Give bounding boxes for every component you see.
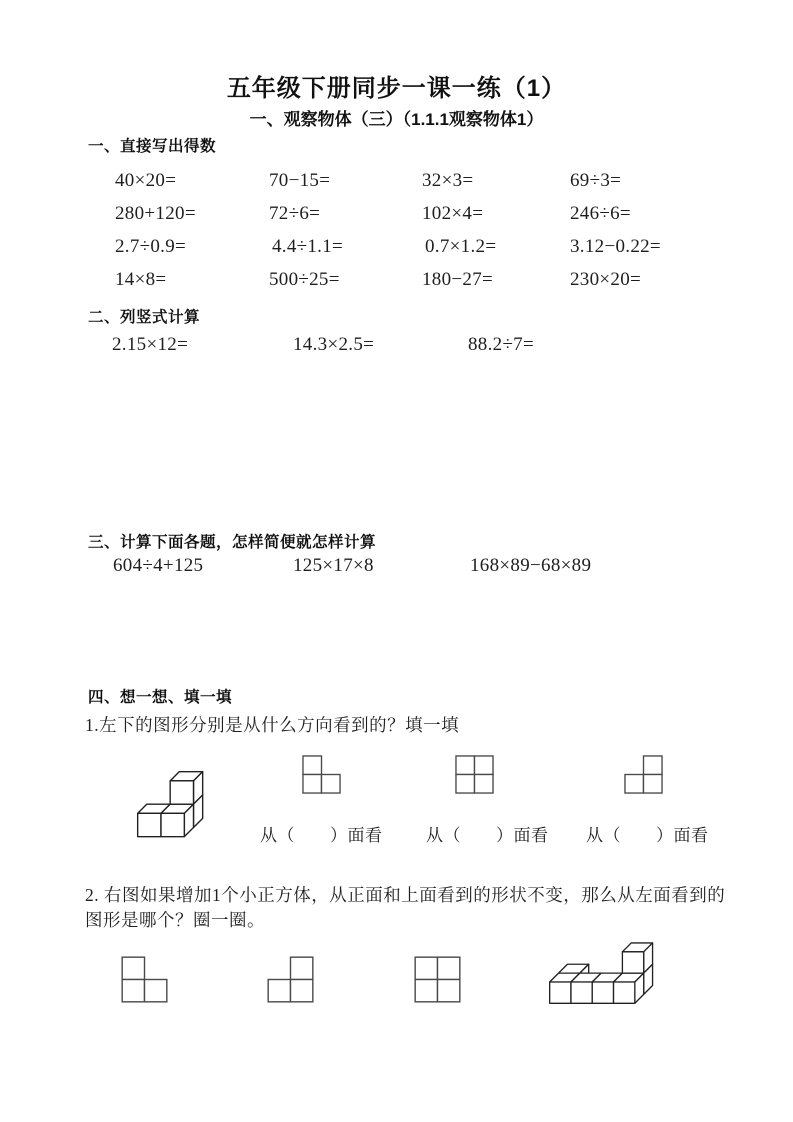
equation-item: 32×3= [422, 170, 474, 191]
equation-item: 2.15×12= [112, 334, 189, 355]
cube-3d-row-figure [547, 941, 657, 1007]
section-2-heading: 二、列竖式计算 [88, 309, 201, 326]
section-1-heading: 一、直接写出得数 [88, 138, 217, 155]
equation-item: 230×20= [570, 269, 642, 290]
page-subtitle: 一、观察物体（三）（1.1.1观察物体1） [249, 110, 544, 129]
view-shape-l-top-right [624, 755, 663, 794]
question-2-text-line1: 2. 右图如果增加1个小正方体，从正面和上面看到的形状不变，那么从左面看到的 [85, 885, 726, 905]
section-3-heading: 三、计算下面各题，怎样简便就怎样计算 [88, 534, 377, 551]
equation-item: 4.4÷1.1= [272, 236, 344, 257]
equation-item: 69÷3= [570, 170, 622, 191]
equation-item: 125×17×8 [293, 555, 374, 576]
equation-item: 180−27= [422, 269, 494, 290]
view-shape-square-2x2 [455, 755, 494, 794]
equation-item: 102×4= [422, 203, 484, 224]
equation-item: 72÷6= [269, 203, 321, 224]
equation-item: 3.12−0.22= [570, 236, 661, 257]
view-shape-l-top-left [302, 755, 341, 794]
equation-item: 246÷6= [570, 203, 631, 224]
equation-item: 70−15= [269, 170, 331, 191]
cube-3d-figure [136, 770, 206, 840]
view-fill-label: 从（ ）面看 [586, 826, 709, 845]
equation-item: 500÷25= [269, 269, 340, 290]
option-shape-l-top-left [121, 956, 168, 1003]
page-title: 五年级下册同步一课一练（1） [226, 75, 567, 102]
option-shape-square-2x2 [414, 956, 461, 1003]
equation-item: 280+120= [115, 203, 196, 224]
question-2-text-line2: 图形是哪个？圈一圈。 [85, 910, 265, 930]
question-1-text: 1.左下的图形分别是从什么方向看到的？填一填 [85, 715, 460, 735]
view-fill-label: 从（ ）面看 [426, 826, 549, 845]
equation-item: 168×89−68×89 [470, 555, 592, 576]
equation-item: 14.3×2.5= [293, 334, 375, 355]
option-shape-l-top-right [267, 956, 314, 1003]
equation-item: 0.7×1.2= [425, 236, 497, 257]
cube-3d-figure-drawing [136, 770, 206, 840]
cube-3d-row-drawing [547, 941, 657, 1007]
equation-item: 40×20= [115, 170, 177, 191]
equation-item: 2.7÷0.9= [115, 236, 187, 257]
section-4-heading: 四、想一想、填一填 [88, 689, 233, 706]
equation-item: 14×8= [115, 269, 167, 290]
view-fill-label: 从（ ）面看 [260, 826, 383, 845]
equation-item: 88.2÷7= [468, 334, 534, 355]
equation-item: 604÷4+125 [113, 555, 204, 576]
